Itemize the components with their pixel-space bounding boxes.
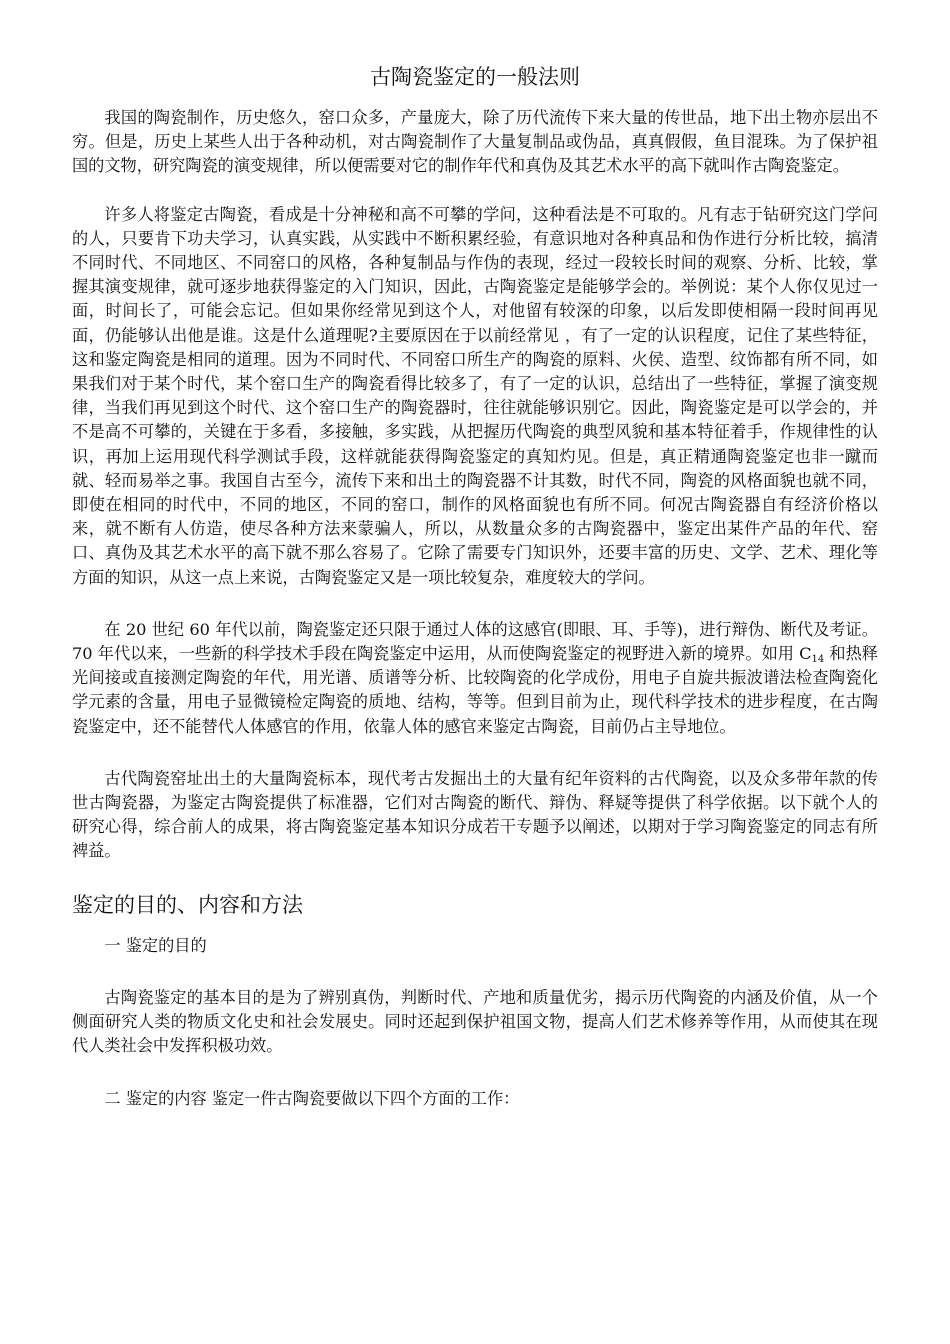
paragraph-spacer xyxy=(72,958,878,986)
paragraph-intro: 我国的陶瓷制作，历史悠久，窑口众多，产量庞大，除了历代流传下来大量的传世品，地下出土物亦层出不穷。但是，历史上某些人出于各种动机，对古陶瓷制作了大量复制品或伪品，真真假假，鱼目混珠。为了保护祖国的文物，研究陶瓷的演变规律，所以便需要对它的制作年代和真伪及其艺术水平的高下就叫作古陶瓷鉴定。 xyxy=(72,108,878,176)
paragraph-text: 在 20 世纪 60 年代以前，陶瓷鉴定还只限于通过人体的这感官(即眼、耳、手等)，进行辩伪、断代及考证。70 年代以来，一些新的科学技术手段在陶瓷鉴定中运用，从而使陶瓷鉴定的视野进入新的境界。如用 C xyxy=(72,619,878,664)
section-heading: 鉴定的目的、内容和方法 xyxy=(72,892,303,917)
paragraph-text: 和热释光间接或直接测定陶瓷的年代，用光谱、质谱等分析、比较陶瓷的化学成份，用电子自旋共振波谱法检查陶瓷化学元素的含量，用电子显微镜检定陶瓷的质地、结构，等等。但到目前为止，现代科学技术的进步程度，在古陶瓷鉴定中，还不能替代人体感官的作用，依靠人体的感官来鉴定古陶瓷，目前仍占主导地位。 xyxy=(72,644,878,736)
paragraph-spacer xyxy=(72,590,878,618)
paragraph-learnability: 许多人将鉴定古陶瓷，看成是十分神秘和高不可攀的学问，这种看法是不可取的。凡有志于钻研究这门学问的人，只要肯下功夫学习，认真实践，从实践中不断积累经验，有意识地对各种真品和伪作进行分析比较，搞清不同时代、不同地区、不同窑口的风格，各种复制品与作伪的表现，经过一段较长时间的观察、分析、比较，掌握其演变规律，就可逐步地获得鉴定的入门知识，因此，古陶瓷鉴定是能够学会的。举例说：某个人你仅见过一面，时间长了，可能会忘记。但如果你经常见到这个人，对他留有较深的印象，以后发即使相隔一段时间再见面，仍能够认出他是谁。这是什么道理呢?主要原因在于以前经常见 ，有了一定的认识程度，记住了某些特征，这和鉴定陶瓷是相同的道理。因为不同时代、不同窑口所生产的陶瓷的原料、火侯、造型、纹饰都有所不同，如果我们对于某个时代，某个窑口生产的陶瓷看得比较多了，有了一定的认识，总结出了一些特征，掌握了演变规律，当我们再见到这个时代、这个窑口生产的陶瓷器时，往往就能够识别它。因此，陶瓷鉴定是可以学会的，并不是高不可攀的，关键在于多看，多接触，多实践，从把握历代陶瓷的典型风貌和基本特征着手，作规律性的认识，再加上运用现代科学测试手段，这样就能获得陶瓷鉴定的真知灼见。但是，真正精通陶瓷鉴定也非一蹴而就、轻而易举之事。我国自古至今，流传下来和出土的陶瓷器不计其数，时代不同，陶瓷的风格面貌也就不同，即使在相同的时代中，不同的地区，不同的窑口，制作的风格面貌也有所不同。何况古陶瓷器自有经济价格以来，就不断有人仿造，使尽各种方法来蒙骗人，所以，从数量众多的古陶瓷器中，鉴定出某件产品的年代、窑口、真伪及其艺术水平的高下就不那么容易了。它除了需要专门知识外，还要丰富的历史、文学、艺术、理化等方面的知识，从这一点上来说，古陶瓷鉴定又是一项比较复杂，难度较大的学问。 xyxy=(72,204,878,587)
paragraph-standard-ware: 古代陶瓷窑址出土的大量陶瓷标本，现代考古发掘出土的大量有纪年资料的古代陶瓷，以及众多带年款的传世古陶瓷器，为鉴定古陶瓷提供了标准器，它们对古陶瓷的断代、辩伪、释疑等提供了科学依据。以下就个人的研究心得，综合前人的成果，将古陶瓷鉴定基本知识分成若干专题予以阐述，以期对于学习陶瓷鉴定的同志有所裨益。 xyxy=(72,768,878,861)
paragraph-spacer xyxy=(72,1059,878,1087)
subsection-content-heading: 二 鉴定的内容 鉴定一件古陶瓷要做以下四个方面的工作： xyxy=(104,1088,520,1108)
paragraph-purpose: 古陶瓷鉴定的基本目的是为了辨别真伪，判断时代、产地和质量优劣，揭示历代陶瓷的内涵及价值，从一个侧面研究人类的物质文化史和社会发展史。同时还起到保护祖国文物，提高人们艺术修养等作用，从而使其在现代人类社会中发挥积极功效。 xyxy=(72,987,878,1056)
document-page xyxy=(72,62,878,1111)
subsection-purpose-heading: 一 鉴定的目的 xyxy=(104,935,207,955)
paragraph-spacer xyxy=(72,179,878,203)
document-title: 古陶瓷鉴定的一般法则 xyxy=(370,65,580,89)
subscript-14: 14 xyxy=(811,654,825,666)
paragraph-spacer xyxy=(72,739,878,767)
paragraph-science-methods xyxy=(72,618,878,739)
